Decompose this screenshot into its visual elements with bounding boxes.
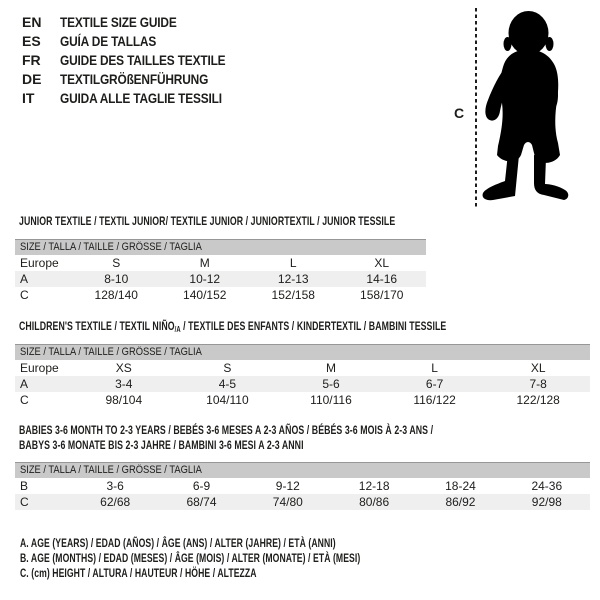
size-header-bar — [15, 344, 590, 360]
measure-legend — [20, 536, 493, 581]
table-cell: M — [199, 256, 210, 270]
table-cell: 5-6 — [322, 377, 340, 391]
table-cell: 110/116 — [310, 393, 352, 407]
language-row — [22, 13, 255, 32]
babies-table-title — [19, 423, 433, 453]
junior-table-title: JUNIOR TEXTILE / TEXTIL JUNIOR/ TEXTILE JUNIOR / JUNIORTEXTIL / JUNIOR TESSILE — [19, 214, 396, 228]
table-cell: 9-12 — [275, 479, 300, 493]
babies-table-rows — [15, 478, 590, 510]
language-list — [22, 13, 255, 108]
table-cell: 152/158 — [271, 288, 315, 302]
table-cell: 3-6 — [106, 479, 124, 493]
junior-size-table — [15, 239, 426, 303]
table-cell: 10-12 — [189, 272, 221, 286]
row-label: C — [20, 288, 29, 302]
language-code: ES — [22, 33, 41, 49]
table-cell: L — [431, 361, 438, 375]
table-cell: 122/128 — [516, 393, 560, 407]
babies-title-line2: BABYS 3-6 MONATE BIS 2-3 JAHRE / BAMBINI 3-6 MESI A 2-3 ANNI — [19, 438, 304, 452]
row-label: B — [20, 479, 29, 493]
table-cell: 12-18 — [358, 479, 390, 493]
children-table-title — [19, 319, 446, 337]
row-label: C — [20, 495, 29, 509]
language-code: IT — [22, 90, 35, 106]
table-row — [15, 271, 426, 287]
table-row — [15, 360, 590, 376]
table-cell: 92/98 — [531, 495, 562, 509]
language-label: GUÍA DE TALLAS — [60, 33, 157, 49]
table-cell: 7-8 — [529, 377, 547, 391]
children-table-rows — [15, 360, 590, 408]
language-label: TEXTILGRÖßENFÜHRUNG — [60, 71, 209, 87]
table-cell: 6-9 — [192, 479, 211, 493]
table-cell: 4-5 — [218, 377, 237, 391]
table-cell: 140/152 — [183, 288, 227, 302]
table-cell: 12-13 — [277, 272, 309, 286]
table-cell: 116/122 — [413, 393, 456, 407]
table-cell: 24-36 — [531, 479, 563, 493]
table-cell: 14-16 — [366, 272, 398, 286]
baby-silhouette-icon — [450, 4, 598, 210]
row-label: Europe — [20, 256, 59, 270]
table-row — [15, 376, 590, 392]
children-title-rest: / TEXTILE DES ENFANTS / KINDERTEXTIL / BAMBINI TESSILE — [180, 319, 447, 333]
language-code: DE — [22, 71, 42, 87]
size-header-text: SIZE / TALLA / TAILLE / GRÖSSE / TAGLIA — [20, 464, 202, 476]
table-cell: 3-4 — [115, 377, 133, 391]
language-label: GUIDE DES TAILLES TEXTILE — [60, 52, 226, 68]
language-label: TEXTILE SIZE GUIDE — [60, 14, 177, 30]
language-row — [22, 89, 255, 108]
table-cell: 158/170 — [360, 288, 404, 302]
row-label: A — [20, 272, 29, 286]
legend-line-b: B. AGE (MONTHS) / EDAD (MESES) / ÂGE (MOIS) / ALTER (MONATE) / ETÀ (MESI) — [20, 551, 361, 565]
table-row — [15, 478, 590, 494]
table-cell: 128/140 — [94, 288, 138, 302]
size-header-text: SIZE / TALLA / TAILLE / GRÖSSE / TAGLIA — [20, 241, 202, 253]
legend-line-c: C. (cm) HEIGHT / ALTURA / HAUTEUR / HÖHE / ALTEZZA — [20, 566, 257, 580]
table-row — [15, 494, 590, 510]
row-label: Europe — [20, 361, 59, 375]
table-cell: XL — [530, 361, 546, 375]
row-label: C — [20, 393, 29, 407]
size-header-bar — [15, 462, 590, 478]
table-cell: S — [112, 256, 121, 270]
language-label: GUIDA ALLE TAGLIE TESSILI — [60, 90, 222, 106]
language-row — [22, 32, 255, 51]
row-label: A — [20, 377, 29, 391]
height-measure-label: C — [454, 105, 465, 121]
babies-title-line1: BABIES 3-6 MONTH TO 2-3 YEARS / BEBÉS 3-6 MESES A 2-3 AÑOS / BÉBÉS 3-6 MOIS À 2-3 ANS / — [19, 423, 434, 437]
table-cell: 104/110 — [206, 393, 249, 407]
size-header-bar — [15, 239, 426, 255]
children-size-table — [15, 344, 590, 408]
table-cell: 18-24 — [445, 479, 476, 493]
table-cell: 62/68 — [100, 495, 131, 509]
table-cell: 86/92 — [445, 495, 476, 509]
table-cell: 8-10 — [104, 272, 129, 286]
junior-table-rows — [15, 255, 426, 303]
language-code: EN — [22, 14, 42, 30]
language-row — [22, 51, 255, 70]
children-title-main: CHILDREN'S TEXTILE / TEXTIL NIÑO — [19, 319, 175, 333]
language-code: FR — [22, 52, 41, 68]
table-cell: XS — [115, 361, 132, 375]
size-header-text: SIZE / TALLA / TAILLE / GRÖSSE / TAGLIA — [20, 346, 202, 358]
table-cell: 98/104 — [105, 393, 143, 407]
table-cell: 80/86 — [359, 495, 390, 509]
table-row — [15, 287, 426, 303]
babies-size-table — [15, 462, 590, 510]
table-cell: 74/80 — [272, 495, 303, 509]
children-title-subscript: /A — [174, 325, 181, 334]
table-cell: L — [289, 256, 297, 270]
legend-line-a: A. AGE (YEARS) / EDAD (AÑOS) / ÂGE (ANS) / ALTER (JAHRE) / ETÀ (ANNI) — [20, 536, 336, 550]
table-cell: 68/74 — [186, 495, 217, 509]
table-row — [15, 255, 426, 271]
table-cell: M — [325, 361, 336, 375]
table-row — [15, 392, 590, 408]
table-cell: XL — [374, 256, 390, 270]
language-row — [22, 70, 255, 89]
table-cell: 6-7 — [425, 377, 444, 391]
table-cell: S — [223, 361, 232, 375]
